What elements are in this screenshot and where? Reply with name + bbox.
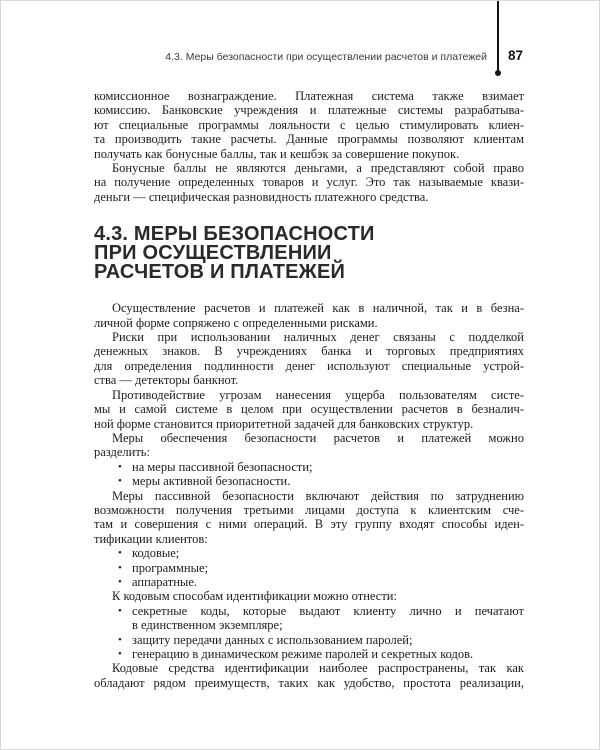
section-heading	[94, 225, 524, 282]
section-heading-line: 4.3. МЕРЫ БЕЗОПАСНОСТИ	[94, 223, 375, 246]
text-line: ства — детекторы банкнот.	[94, 373, 239, 388]
text-line: получать как бонусные баллы, так и кешбэк за совершение покупок.	[94, 146, 460, 161]
bullet-icon: •	[118, 604, 122, 617]
list-item	[94, 604, 524, 633]
paragraph	[94, 589, 524, 603]
list-item-text	[132, 546, 524, 560]
text-line: обладают рядом преимуществ, таких как удобство, простота реализации,	[94, 675, 524, 690]
text-line: та производить такие расчеты. Данные программы позволяют клиентам	[94, 132, 524, 147]
text-line: К кодовым способам идентификации можно отнести:	[112, 589, 397, 604]
paragraph	[94, 388, 524, 431]
text-line: Меры пассивной безопасности включают действия по затруднению	[112, 488, 524, 503]
list-item-text	[132, 460, 524, 474]
paragraph	[94, 301, 524, 330]
list-item-text	[132, 575, 524, 589]
text-line: там и совершения с ними операций. В эту группу входят способы иден-	[94, 517, 524, 532]
list-item	[94, 575, 524, 589]
list-item	[94, 561, 524, 575]
bullet-icon: •	[118, 460, 122, 473]
text-line: личной форме сопряжено с определенными рисками.	[94, 315, 378, 330]
text-line: генерацию в динамическом режиме паролей и секретных кодов.	[132, 647, 474, 661]
text-line: секретные коды, которые выдают клиенту лично и печатают	[132, 603, 524, 618]
text-line: Осуществление расчетов и платежей как в наличной, так и в безна-	[112, 301, 524, 316]
paragraph	[94, 161, 524, 204]
header-rule-dot-icon	[495, 70, 501, 76]
text-line: тификации клиентов:	[94, 531, 208, 546]
text-line: кодовые;	[132, 546, 180, 561]
bullet-list	[94, 604, 524, 662]
paragraph	[94, 330, 524, 388]
text-line: комиссию. Банковские учреждения и платежные системы разрабатыва-	[94, 103, 524, 118]
text-line: комиссионное вознаграждение. Платежная система также взимает	[94, 89, 524, 103]
list-item	[94, 474, 524, 488]
text-line: деньги — специфическая разновидность платежного средства.	[94, 189, 429, 204]
text-line: Риски при использовании наличных денег связаны с подделкой	[112, 330, 524, 345]
bullet-icon: •	[118, 561, 122, 574]
page-number: 87	[508, 48, 524, 63]
text-line: для определения подлинности денег используют специальные устрой-	[94, 358, 524, 373]
text-line: мы и самой системе в целом при осуществлении расчетов в безналич-	[94, 402, 524, 417]
text-line: на получение определенных товаров и услуг. Это так называемые квази-	[94, 175, 524, 190]
list-item-text	[132, 474, 524, 488]
body-text	[94, 301, 524, 690]
text-line: на меры пассивной безопасности;	[132, 459, 313, 474]
text-line: Кодовые средства идентификации наиболее распространены, так как	[112, 661, 524, 676]
paragraph	[94, 89, 524, 161]
text-line: денежных знаков. В учреждениях банка и торговых предприятиях	[94, 344, 524, 359]
list-item-text	[132, 647, 524, 661]
list-item-text	[132, 561, 524, 575]
text-line: аппаратные.	[132, 574, 198, 589]
bullet-icon: •	[118, 575, 122, 588]
paragraph	[94, 489, 524, 547]
text-line: разделить:	[94, 445, 150, 460]
intro-text	[94, 89, 524, 204]
text-line: Противодействие угрозам нанесения ущерба пользователям систе-	[112, 387, 524, 402]
running-header-title: 4.3. Меры безопасности при осуществлении расчетов и платежей	[165, 51, 487, 63]
list-item	[94, 647, 524, 661]
page-content	[94, 89, 524, 690]
text-line: Меры обеспечения безопасности расчетов и платежей можно	[112, 430, 524, 445]
bullet-list	[94, 546, 524, 589]
text-line: Бонусные баллы не являются деньгами, а представляют собой право	[112, 161, 524, 176]
list-item	[94, 633, 524, 647]
paragraph	[94, 661, 524, 690]
section-heading-line: РАСЧЕТОВ И ПЛАТЕЖЕЙ	[94, 261, 346, 284]
paragraph	[94, 431, 524, 460]
text-line: ют специальные программы лояльности с целью стимулировать клиен-	[94, 117, 524, 132]
text-line: ной форме становится приоритетной задачей для банковских структур.	[94, 416, 474, 431]
text-line: меры активной безопасности.	[132, 474, 291, 489]
text-line: возможности получения третьими лицами доступа к клиентским сче-	[94, 502, 524, 517]
header-vertical-rule	[497, 1, 499, 72]
text-line: в единственном экземпляре;	[132, 618, 283, 633]
list-item	[94, 546, 524, 560]
bullet-icon: •	[118, 475, 122, 488]
bullet-icon: •	[118, 648, 122, 660]
bullet-icon: •	[118, 547, 122, 560]
text-line: защиту передачи данных с использованием паролей;	[132, 632, 413, 647]
list-item-text	[132, 604, 524, 633]
bullet-icon: •	[118, 633, 122, 646]
list-item-text	[132, 633, 524, 647]
bullet-list	[94, 460, 524, 489]
text-line: программные;	[132, 560, 209, 575]
list-item	[94, 460, 524, 474]
section-heading-line: ПРИ ОСУЩЕСТВЛЕНИИ	[94, 242, 332, 265]
